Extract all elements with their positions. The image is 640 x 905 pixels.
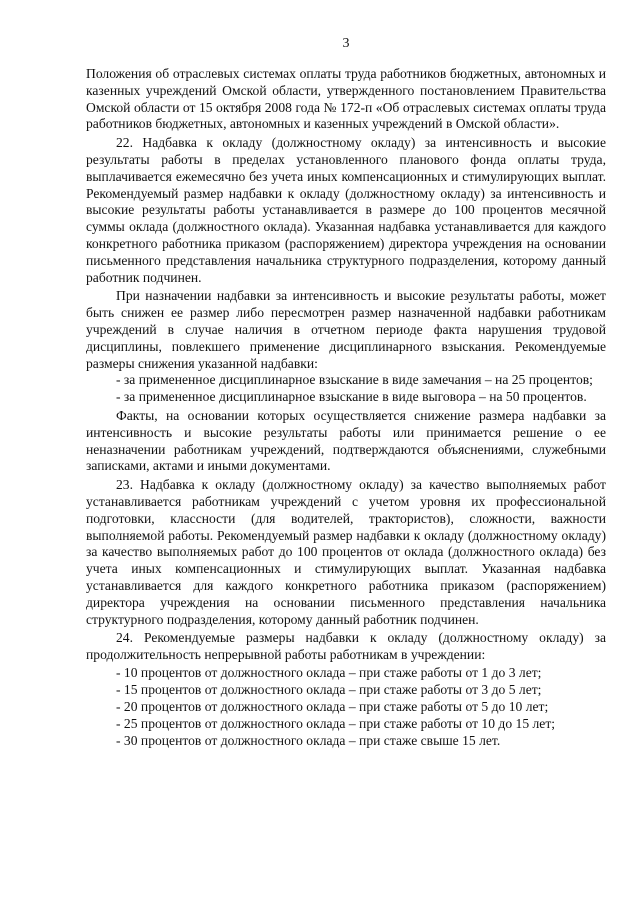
reduction-item-reprimand: - за примененное дисциплинарное взыскание в виде выговора – на 50 процентов.	[116, 389, 587, 405]
list-item: - 20 процентов от должностного оклада – при стаже работы от 5 до 10 лет;	[116, 698, 549, 714]
page-number: 3	[342, 36, 350, 51]
paragraph-22: 22. Надбавка к окладу (должностному окладу) за интенсивность и высокие результаты работы в пределах установленного планового фонда оплаты труда, выплачивается ежемесячно без учета иных компенсационных и стимулирующих выплат. Рекомендуемый размер надбавки к окладу (должностному окладу) за интенсивность и высокие результаты работы устанавливается в размере до 100 процентов месячной суммы оклада (должностного оклада). Указанная надбавка устанавливается для каждого конкретного работника приказом (распоряжением) директора учреждения на основании письменного представления начальника структурного подразделения, которому данный работник подчинен.	[86, 135, 606, 285]
list-item: - 15 процентов от должностного оклада – при стаже работы от 3 до 5 лет;	[116, 681, 542, 697]
list-item: - 10 процентов от должностного оклада – при стаже работы от 1 до 3 лет;	[116, 664, 542, 680]
paragraph-23: 23. Надбавка к окладу (должностному окладу) за качество выполняемых работ устанавливается работникам учреждений с учетом уровня их профессиональной подготовки, классности (для водителей, трактористов), сложности, важности выполняемой работы. Рекомендуемый размер надбавки к окладу (должностному окладу) за качество выполняемых работ до 100 процентов от оклада (должностного оклада) без учета иных компенсационных и стимулирующих выплат. Указанная надбавка устанавливается для каждого конкретного работника приказом (распоряжением) директора учреждения на основании письменного представления начальника структурного подразделения, которому данный работник подчинен.	[86, 477, 606, 627]
paragraph-24: 24. Рекомендуемые размеры надбавки к окладу (должностному окладу) за продолжительность непрерывной работы работникам в учреждении:	[86, 630, 606, 663]
paragraph-22-reduction: При назначении надбавки за интенсивность и высокие результаты работы, может быть снижен ее размер либо пересмотрен размер назначенной надбавки работникам учреждений в случае наличия в отчетном периоде факта нарушения трудовой дисциплины, повлекшего применение дисциплинарного взыскания. Рекомендуемые размеры снижения указанной надбавки:	[86, 288, 606, 371]
reduction-item-remark: - за примененное дисциплинарное взыскание в виде замечания – на 25 процентов;	[116, 372, 593, 388]
paragraph-continuation: Положения об отраслевых системах оплаты труда работников бюджетных, автономных и казенных учреждений Омской области, утвержденного постановлением Правительства Омской области от 15 октября 2008 года № 172-п «Об отраслевых системах оплаты труда работников бюджетных, автономных и казенных учреждений в Омской области».	[86, 66, 606, 132]
paragraph-22-facts: Факты, на основании которых осуществляется снижение размера надбавки за интенсивность и высокие результаты работы или принимается решение о ее неназначении работникам учреждений, подтверждаются объяснениями, служебными записками, актами и иными документами.	[86, 407, 606, 474]
list-item: - 25 процентов от должностного оклада – при стаже работы от 10 до 15 лет;	[116, 715, 556, 731]
list-item: - 30 процентов от должностного оклада – при стаже свыше 15 лет.	[116, 732, 501, 748]
seniority-list	[86, 664, 606, 749]
